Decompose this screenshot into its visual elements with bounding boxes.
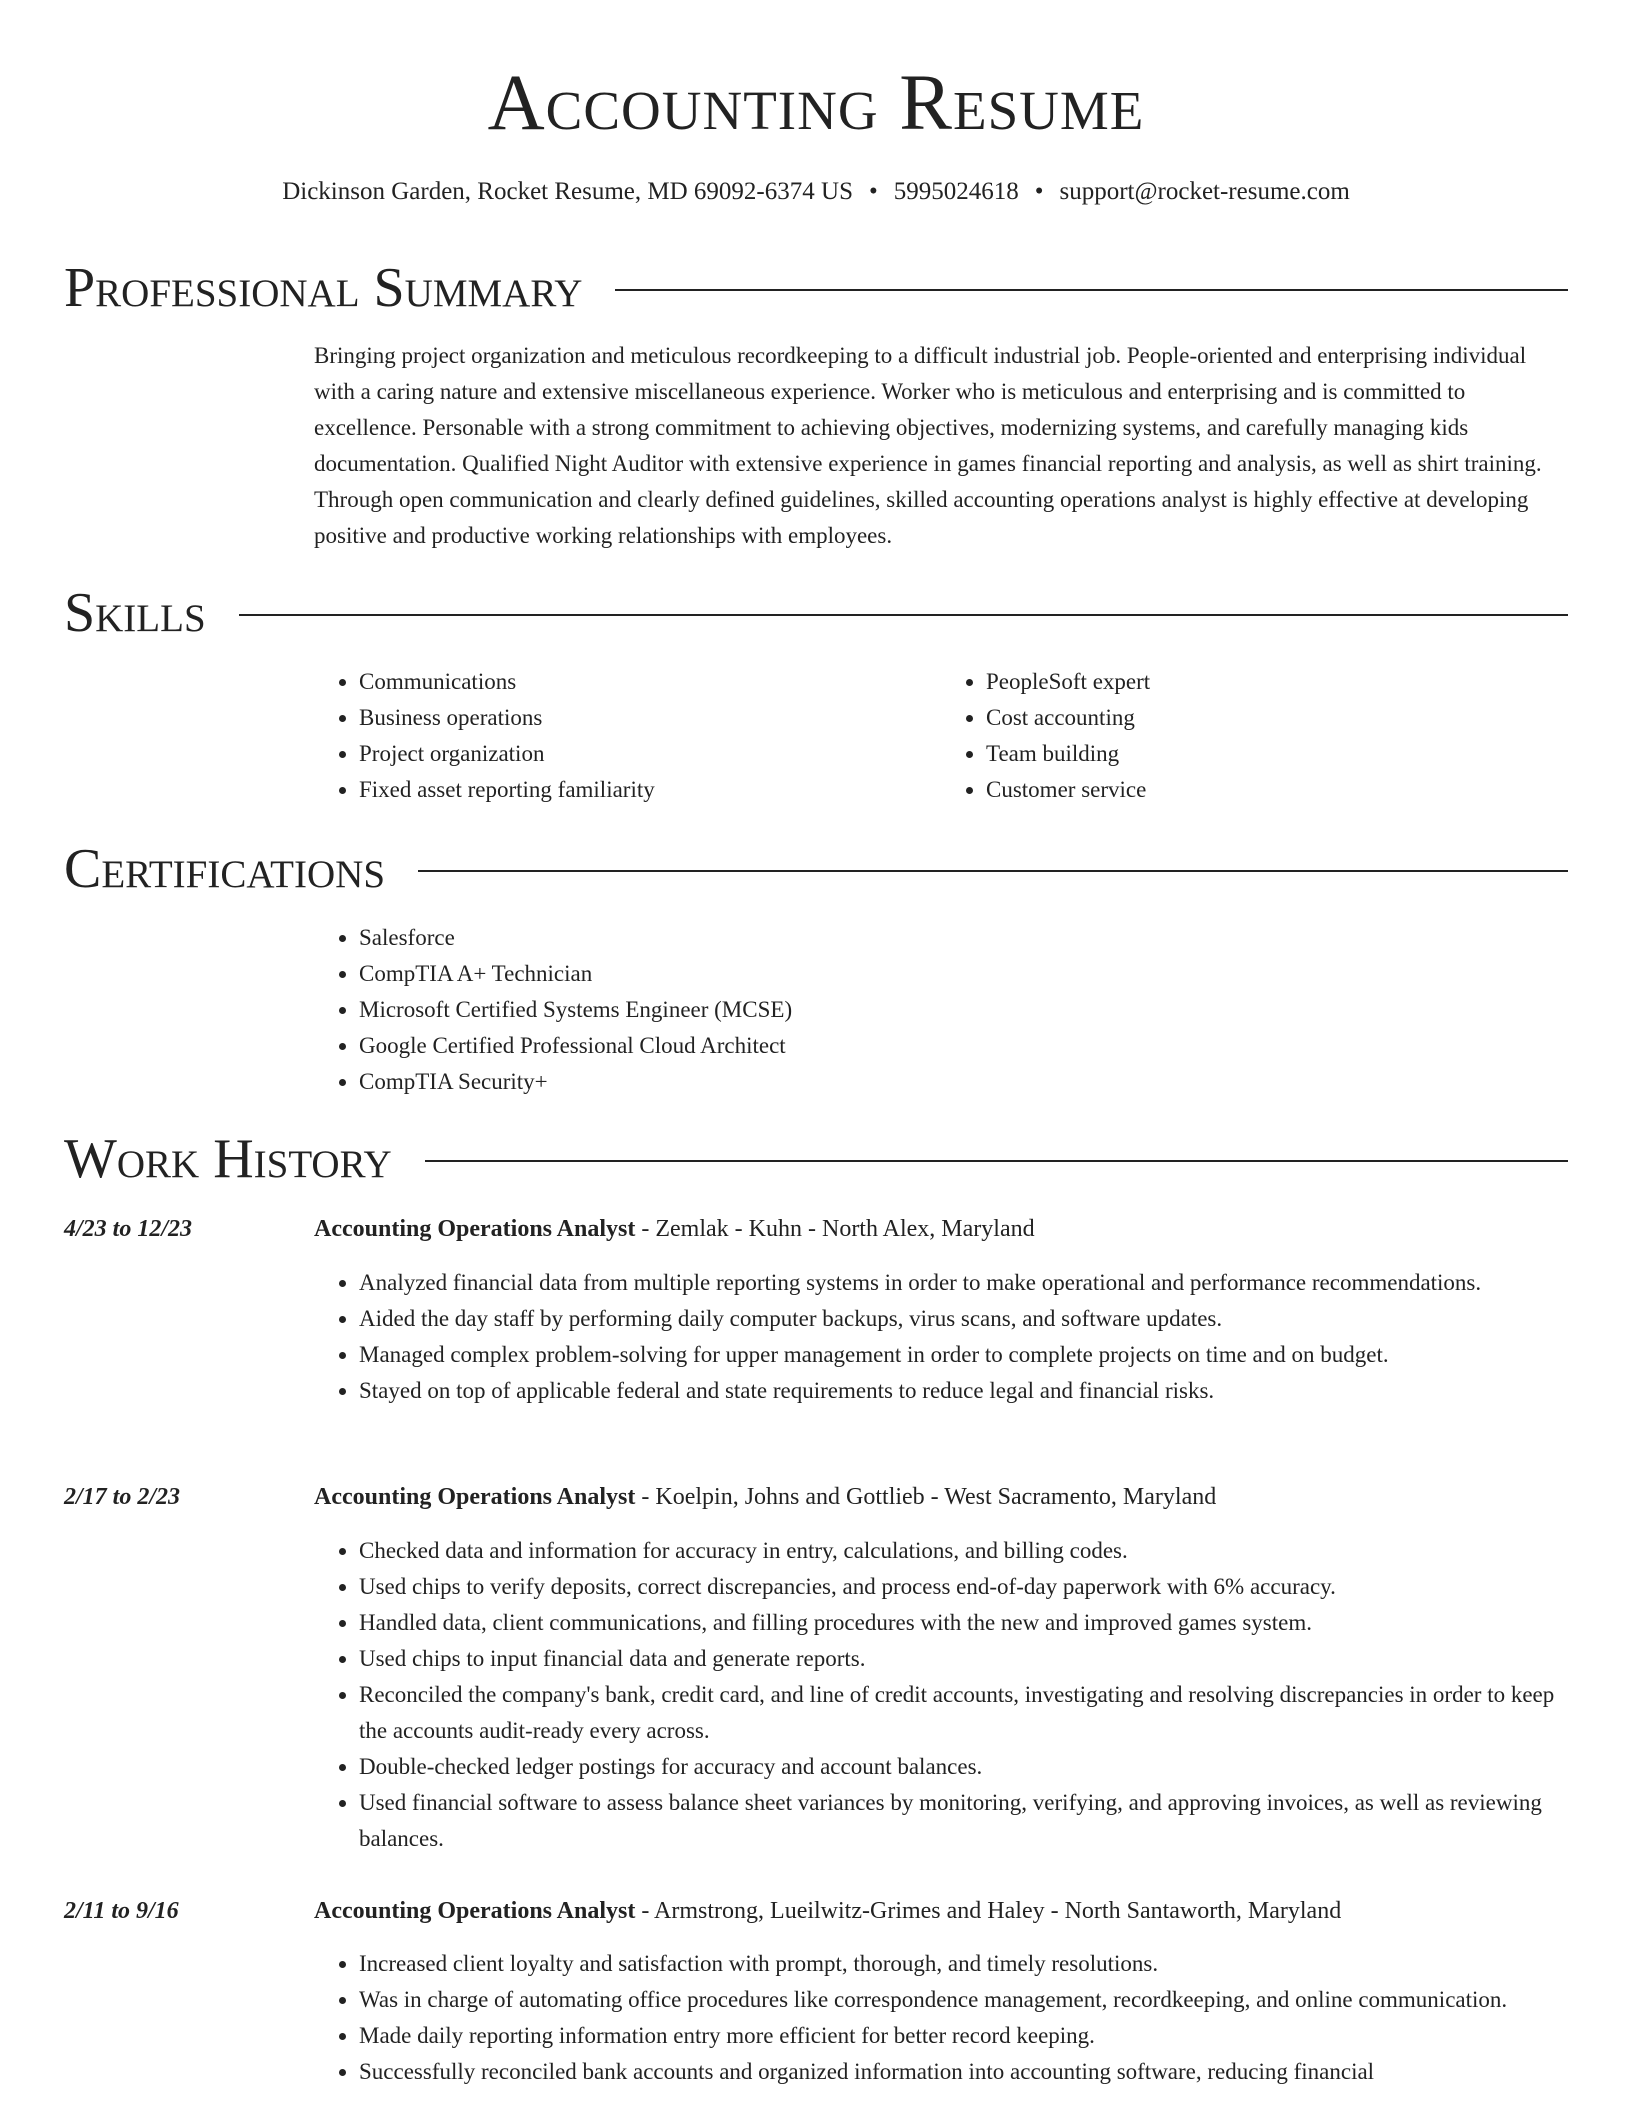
section-divider bbox=[425, 1160, 1568, 1162]
job-title: Accounting Operations Analyst bbox=[314, 1484, 636, 1510]
section-title: Work History bbox=[64, 1128, 392, 1190]
section-divider bbox=[418, 870, 1568, 872]
section-divider bbox=[615, 289, 1568, 291]
summary-section-header bbox=[64, 256, 1568, 320]
skills-column-right bbox=[941, 664, 1568, 808]
list-item: • Fixed asset reporting familiarity bbox=[359, 772, 941, 808]
list-item: • Double-checked ledger postings for accuracy and account balances. bbox=[359, 1749, 1568, 1785]
list-item: • Cost accounting bbox=[986, 700, 1568, 736]
list-item: • PeopleSoft expert bbox=[986, 664, 1568, 700]
list-item: • Reconciled the company's bank, credit card, and line of credit accounts, investigating and resolving discrepancies in order to keep the accounts audit-ready every across. bbox=[359, 1677, 1568, 1749]
list-item: • Communications bbox=[359, 664, 941, 700]
list-item: • Customer service bbox=[986, 772, 1568, 808]
certifications-section-header bbox=[64, 837, 1568, 901]
skills-section-header bbox=[64, 581, 1568, 645]
skills-list bbox=[314, 664, 1568, 808]
phone: 5995024618 bbox=[893, 178, 1019, 205]
address: Dickinson Garden, Rocket Resume, MD 69092-6374 US bbox=[282, 178, 853, 205]
list-item: • Analyzed financial data from multiple reporting systems in order to make operational and performance recommendations. bbox=[359, 1265, 1568, 1301]
job-bullets bbox=[314, 1265, 1568, 1409]
list-item: • Used chips to input financial data and generate reports. bbox=[359, 1641, 1568, 1677]
resume-name: Accounting Resume bbox=[487, 60, 1145, 147]
section-divider bbox=[239, 614, 1568, 616]
list-item: • Increased client loyalty and satisfaction with prompt, thorough, and timely resolutions. bbox=[359, 1946, 1568, 1982]
list-item: • Aided the day staff by performing daily computer backups, virus scans, and software updates. bbox=[359, 1301, 1568, 1337]
summary-text: Bringing project organization and meticulous recordkeeping to a difficult industrial job. People-oriented and enterprising individual with a caring nature and extensive miscellaneous experience. Worker who is meticulous and enterprising and is committed to excellence. Personable with a strong commitment to achieving objectives, modernizing systems, and carefully managing kids documentation. Qualified Night Auditor with extensive experience in games financial reporting and analysis, as well as shirt training. Through open communication and clearly defined guidelines, skilled accounting operations analyst is highly effective at developing positive and productive working relationships with employees. bbox=[314, 343, 1542, 548]
list-item: • Project organization bbox=[359, 736, 941, 772]
list-item: • Business operations bbox=[359, 700, 941, 736]
work-history-section-header bbox=[64, 1127, 1568, 1191]
job-dates: 2/17 to 2/23 bbox=[64, 1484, 181, 1510]
job-title: Accounting Operations Analyst bbox=[314, 1216, 636, 1242]
list-item: • CompTIA Security+ bbox=[359, 1064, 1568, 1100]
list-item: • Successfully reconciled bank accounts and organized information into accounting software, reducing financial bbox=[359, 2054, 1568, 2090]
list-item: • Checked data and information for accuracy in entry, calculations, and billing codes. bbox=[359, 1533, 1568, 1569]
list-item: • Stayed on top of applicable federal and state requirements to reduce legal and financial risks. bbox=[359, 1373, 1568, 1409]
list-item: • CompTIA A+ Technician bbox=[359, 956, 1568, 992]
section-title: Professional Summary bbox=[64, 257, 583, 319]
list-item: • Managed complex problem-solving for upper management in order to complete projects on time and on budget. bbox=[359, 1337, 1568, 1373]
list-item: • Google Certified Professional Cloud Architect bbox=[359, 1028, 1568, 1064]
contact-separator: • bbox=[1034, 178, 1044, 205]
job-bullets bbox=[314, 1946, 1568, 2090]
list-item: • Made daily reporting information entry more efficient for better record keeping. bbox=[359, 2018, 1568, 2054]
section-title: Skills bbox=[64, 582, 206, 644]
list-item: • Handled data, client communications, and filling procedures with the new and improved games system. bbox=[359, 1605, 1568, 1641]
email-link[interactable]: support@rocket-resume.com bbox=[1059, 178, 1350, 205]
list-item: • Team building bbox=[986, 736, 1568, 772]
job-header bbox=[314, 1211, 1568, 1247]
job-header bbox=[314, 1893, 1568, 1929]
job-header bbox=[314, 1479, 1568, 1515]
certifications-list bbox=[314, 920, 1568, 1100]
job-company: - Armstrong, Lueilwitz-Grimes and Haley - North Santaworth, Maryland bbox=[635, 1898, 1342, 1924]
list-item: • Was in charge of automating office procedures like correspondence management, recordkeeping, and online communication. bbox=[359, 1982, 1568, 2018]
list-item: • Salesforce bbox=[359, 920, 1568, 956]
job-dates: 4/23 to 12/23 bbox=[64, 1216, 193, 1242]
job-company: - Koelpin, Johns and Gottlieb - West Sacramento, Maryland bbox=[635, 1484, 1217, 1510]
job-bullets bbox=[314, 1533, 1568, 1857]
section-title: Certifications bbox=[64, 838, 386, 900]
list-item: • Used chips to verify deposits, correct discrepancies, and process end-of-day paperwork with 6% accuracy. bbox=[359, 1569, 1568, 1605]
contact-line bbox=[0, 175, 1632, 209]
job-dates: 2/11 to 9/16 bbox=[64, 1898, 179, 1924]
contact-separator: • bbox=[868, 178, 878, 205]
job-company: - Zemlak - Kuhn - North Alex, Maryland bbox=[635, 1216, 1035, 1242]
job-title: Accounting Operations Analyst bbox=[314, 1898, 636, 1924]
skills-column-left bbox=[314, 664, 941, 808]
list-item: • Microsoft Certified Systems Engineer (MCSE) bbox=[359, 992, 1568, 1028]
list-item: • Used financial software to assess balance sheet variances by monitoring, verifying, and approving invoices, as well as reviewing balances. bbox=[359, 1785, 1568, 1857]
